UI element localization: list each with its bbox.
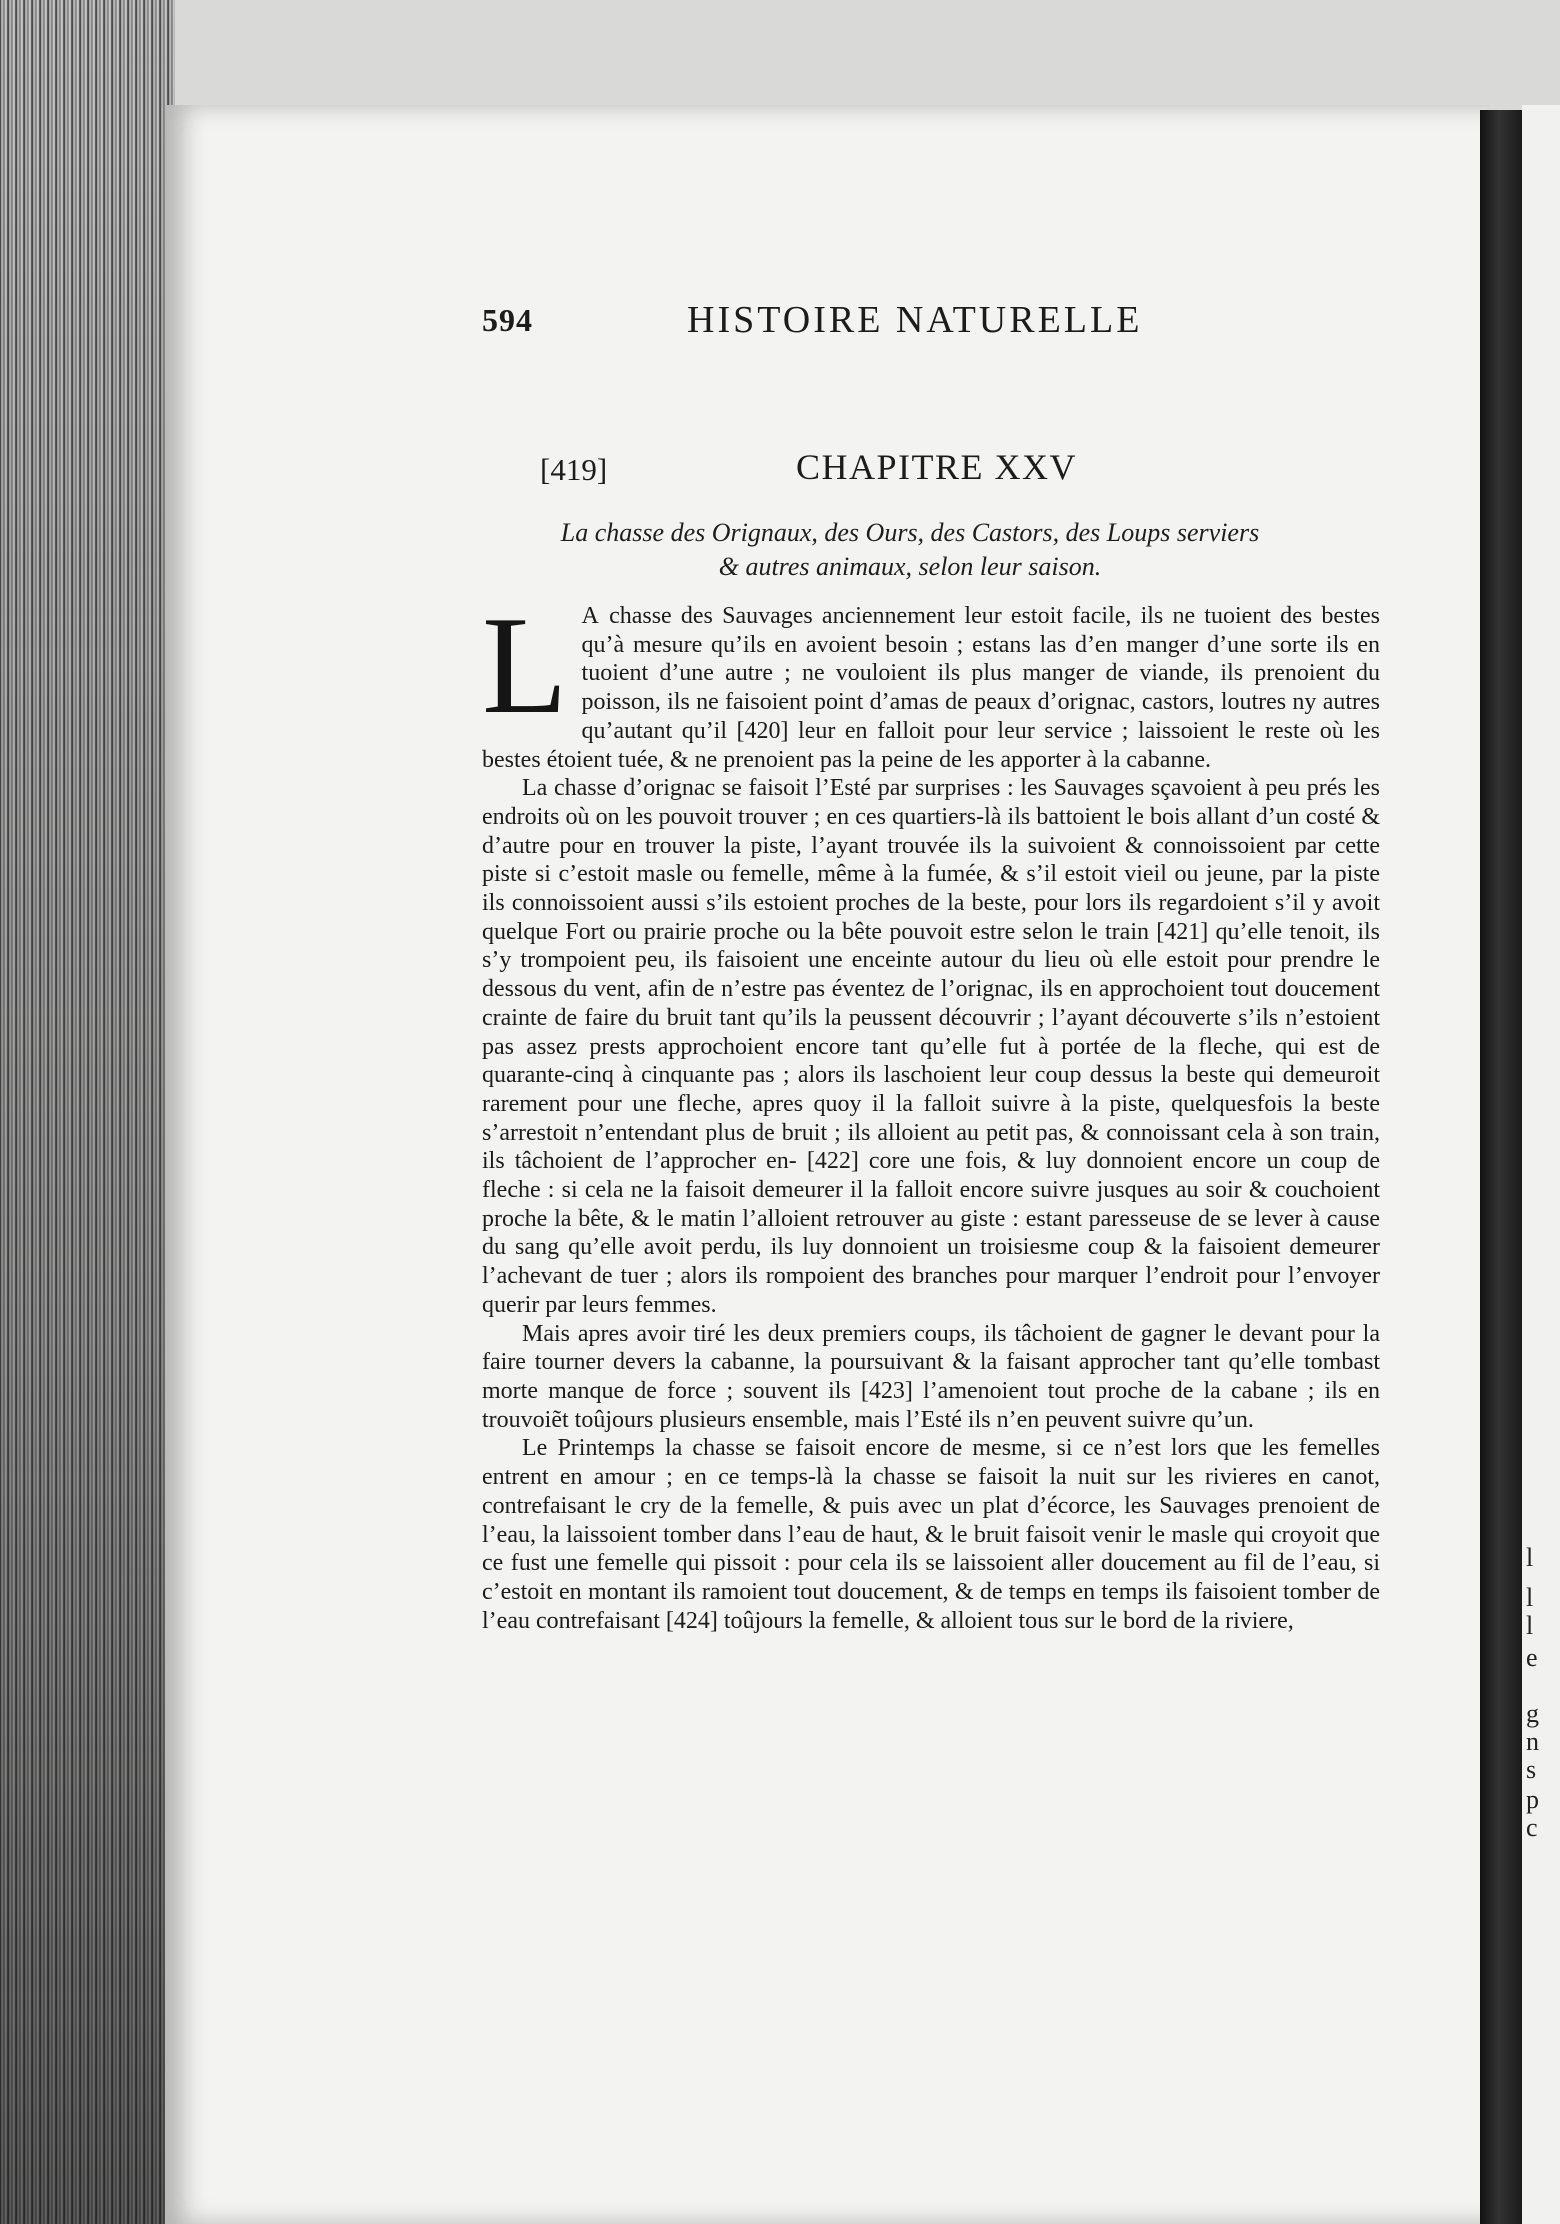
facing-page-fragment: c	[1526, 1813, 1538, 1842]
paragraph: La chasse d’orignac se faisoit l’Esté par surprises : les Sauvages sçavoient à peu prés les endroits où on les pouvoit trouver ; en ces quartiers-là ils battoient le bois allant d’un costé & d’autre pour en trouver la piste, l’ayant trouvée ils la suivoient & connoissoient par cette piste si c’estoit masle ou femelle, même à la fumée, & s’il estoit vieil ou jeune, par la piste ils connoissoient aussi s’ils estoient proches de la beste, pour lors ils regardoient s’il y avoit quelque Fort ou prairie proche ou la bête pouvoit estre selon le train [421] qu’elle tenoit, ils s’y trompoient peu, ils faisoient une enceinte autour du lieu où elle estoit pour prendre le dessous du vent, afin de n’estre pas éventez de l’orignac, ils en approchoient tout doucement crainte de faire du bruit tant qu’ils la peussent découvrir ; l’ayant découverte s’ils n’estoient pas assez prests approchoient encore tant qu’elle fut à portée de la fleche, qui est de quarante-cinq à cinquante pas ; alors ils laschoient leur coup dessus la beste qui demeuroit rarement pour une fleche, apres quoy il la falloit suivre à la piste, quelquesfois la beste s’arrestoit n’entendant plus de bruit ; ils alloient au petit pas, & connoissant cela à son train, ils tâchoient de l’approcher en- [422] core une fois, & luy donnoient encore un coup de fleche : si cela ne la faisoit demeurer il la falloit encore suivre jusques au soir & couchoient proche la bête, & le matin l’alloient retrouver au giste : estant paresseuse de se lever à cause du sang qu’elle avoit perdu, ils luy donnoient un troisiesme coup & la faisoient demeurer l’achevant de tuer ; alors ils rompoient des branches pour marquer l’endroit pour l’envoyer querir par leurs femmes.	[482, 775, 1380, 1318]
page-number: 594	[482, 302, 533, 338]
chapter-heading	[540, 446, 1180, 492]
book-page-edges	[0, 0, 175, 2224]
facing-page-edge	[1522, 105, 1560, 2224]
facing-page-fragment: l	[1526, 1611, 1534, 1640]
facing-page-fragment: p	[1526, 1785, 1539, 1814]
running-title: HISTOIRE NATURELLE	[687, 299, 1143, 341]
facing-page-fragment: g	[1526, 1699, 1539, 1728]
paragraph: Mais apres avoir tiré les deux premiers coups, ils tâchoient de gagner le devant pour la faire tourner devers la cabanne, la poursuivant & la faisant approcher tant qu’elle tombast morte manque de force ; souvent ils [423] l’amenoient tout proche de la cabane ; ils en trouvoiẽt toûjours plusieurs ensemble, mais l’Esté ils n’en peuvent suivre qu’un.	[482, 1320, 1380, 1433]
paragraph: Le Printemps la chasse se faisoit encore de mesme, si ce n’est lors que les femelles entrent en amour ; en ce temps-là la chasse se faisoit la nuit sur les rivieres en canot, contrefaisant le cry de la femelle, & puis avec un plat d’écorce, les Sauvages prenoient de l’eau, la laissoient tomber dans l’eau de haut, & le bruit faisoit venir le masle qui croyoit que ce fust une femelle qui pissoit : pour cela ils se laissoient aller doucement au fil de l’eau, si c’estoit en montant ils ramoient tout doucement, & de temps en temps ils faisoient tomber de l’eau contrefaisant [424] toûjours la femelle, & alloient tous sur le bord de la riviere,	[482, 1435, 1380, 1634]
book-gutter	[1480, 110, 1522, 2224]
chapter-subtitle-line: & autres animaux, selon leur saison.	[718, 552, 1102, 581]
facing-page-fragment: e	[1526, 1643, 1538, 1672]
chapter-body	[482, 588, 1380, 1635]
drop-cap: L	[482, 588, 568, 743]
paragraph-text: chasse des Sauvages anciennement leur estoit facile, ils ne tuoient des bestes qu’à mesure qu’ils en avoient besoin ; estans las d’en manger d’une sorte ils en tuoient d’une autre ; ne vouloient ils plus manger de viande, ils prenoient du poisson, ils ne faisoient point d’amas de peaux d’orignac, castors, loutres ny autres qu’autant qu’il [420] leur en falloit pour leur service ; laissoient le reste où les bestes étoient tuée, & ne prenoient pas la peine de les apporter à la cabanne.	[482, 603, 1380, 773]
facing-page-fragment: l	[1526, 1543, 1534, 1572]
paragraph	[482, 588, 1380, 774]
running-head	[482, 299, 1192, 346]
facing-page-fragment: l	[1526, 1583, 1534, 1612]
first-word: A	[581, 603, 600, 629]
chapter-subtitle	[510, 516, 1310, 584]
facing-page-fragment: s	[1526, 1755, 1537, 1784]
original-page-marker: [419]	[540, 452, 608, 487]
facing-page-fragment: n	[1526, 1727, 1539, 1756]
chapter-title: CHAPITRE XXV	[796, 447, 1078, 487]
chapter-subtitle-line: La chasse des Orignaux, des Ours, des Castors, des Loups serviers	[560, 518, 1260, 547]
